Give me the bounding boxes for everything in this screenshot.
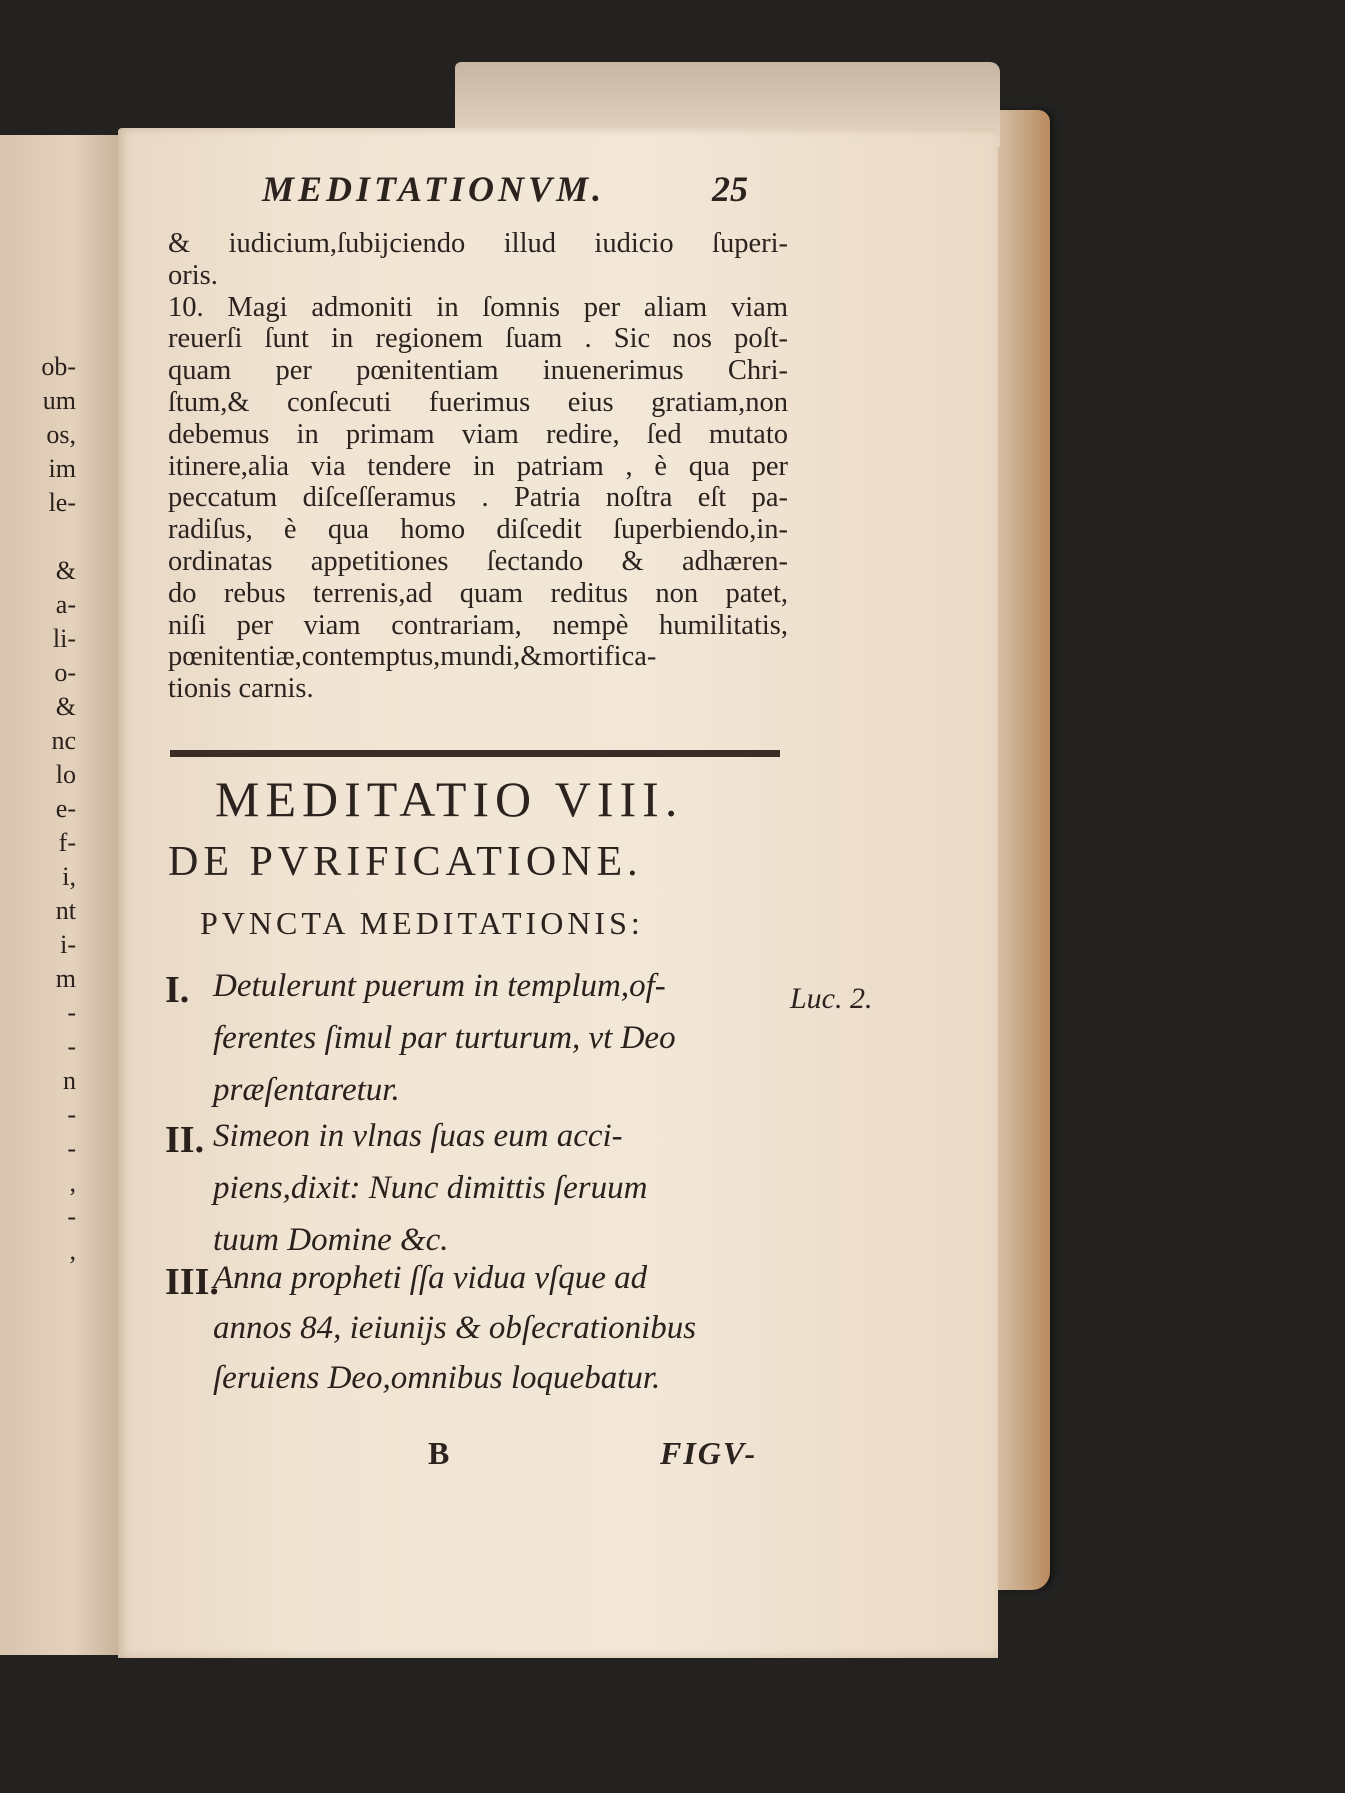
body-line: reuerſi ſunt in regionem ſuam . Sic nos poſt-	[168, 323, 788, 355]
facing-page	[0, 135, 121, 1655]
facing-page-fragment: i-	[60, 930, 76, 959]
body-line: & iudicium,ſubijciendo illud iudicio ſuperi-	[168, 228, 788, 259]
facing-page-fragment: lo	[55, 760, 76, 789]
catchword: FIGV-	[660, 1435, 758, 1471]
facing-page-fragment: le-	[48, 488, 76, 517]
point-line: Simeon in vlnas ſuas eum acci-	[213, 1118, 623, 1154]
facing-page-fragment: i,	[62, 862, 76, 891]
facing-page-fragment: li-	[52, 624, 76, 653]
point-line: ſeruiens Deo,omnibus loquebatur.	[213, 1360, 661, 1396]
body-line: do rebus terrenis,ad quam reditus non patet,	[168, 577, 788, 609]
point-number: II.	[165, 1119, 205, 1161]
facing-page-fragment: nt	[55, 896, 76, 925]
facing-page-fragment: o-	[54, 658, 76, 687]
facing-page-fragment: -	[67, 1100, 76, 1129]
body-line: ſtum,& conſecuti fuerimus eius gratiam,non	[168, 386, 788, 418]
point-number: I.	[165, 969, 190, 1011]
margin-note: Luc. 2.	[790, 982, 873, 1015]
facing-page-fragment: ,	[69, 1236, 76, 1265]
meditation-title: MEDITATIO VIII.	[215, 771, 684, 827]
meditation-subtitle: DE PVRIFICATIONE.	[168, 839, 643, 885]
point-line: ferentes ſimul par turturum, vt Deo	[213, 1020, 676, 1056]
puncta-heading: PVNCTA MEDITATIONIS:	[200, 905, 644, 941]
page-block-edge	[990, 110, 1050, 1590]
body-line: radiſus, è qua homo diſcedit ſuperbiendo,in-	[168, 514, 788, 546]
facing-page-text	[6, 350, 76, 1268]
facing-page-fragment: nc	[51, 726, 76, 755]
facing-page-fragment: &	[55, 692, 76, 721]
body-line: peccatum diſceſſeramus . Patria noſtra eſt pa-	[168, 482, 788, 514]
body-line: ordinatas appetitiones ſectando & adhæren-	[168, 545, 788, 577]
body-line: tionis carnis.	[168, 673, 314, 705]
body-line: oris.	[168, 259, 218, 291]
point-line: Anna propheti ſſa vidua vſque ad	[213, 1260, 648, 1296]
facing-page-fragment: im	[48, 454, 76, 483]
point-number: III.	[165, 1261, 219, 1303]
body-text	[168, 228, 788, 705]
facing-page-fragment: -	[67, 1134, 76, 1163]
facing-page-fragment: a-	[55, 590, 76, 619]
page-number: 25	[712, 169, 748, 209]
body-line: quam per pœnitentiam inuenerimus Chri-	[168, 355, 788, 387]
facing-page-fragment: f-	[58, 828, 76, 857]
body-line: niſi per viam contrariam, nempè humilitatis,	[168, 609, 788, 641]
body-line: pœnitentiæ,contemptus,mundi,&mortifica-	[168, 641, 657, 673]
point-line: præſentaretur.	[213, 1072, 400, 1108]
facing-page-fragment: os,	[46, 420, 76, 449]
body-line: 10. Magi admoniti in ſomnis per aliam viam	[168, 291, 788, 323]
facing-page-fragment: m	[55, 964, 76, 993]
point-line: annos 84, ieiunijs & obſecrationibus	[213, 1310, 697, 1346]
facing-page-fragment: &	[55, 556, 76, 585]
facing-page-fragment: ,	[69, 1168, 76, 1197]
facing-page-fragment: um	[42, 386, 76, 415]
section-divider	[170, 750, 780, 757]
facing-page-fragment: ob-	[41, 352, 76, 381]
body-line: itinere,alia via tendere in patriam , è qua per	[168, 450, 788, 482]
point-line: Detulerunt puerum in templum,of-	[213, 968, 666, 1004]
signature-mark: B	[428, 1435, 450, 1471]
facing-page-fragment: -	[67, 1032, 76, 1061]
facing-page-fragment: n	[63, 1066, 76, 1095]
facing-page-fragment: -	[67, 1202, 76, 1231]
point-line: piens,dixit: Nunc dimittis ſeruum	[213, 1170, 648, 1206]
facing-page-fragment	[6, 520, 76, 554]
point-line: tuum Domine &c.	[213, 1222, 449, 1258]
facing-page-fragment: -	[67, 998, 76, 1027]
facing-page-fragment: e-	[55, 794, 76, 823]
running-head: MEDITATIONVM.	[262, 169, 606, 209]
body-line: debemus in primam viam redire, ſed mutato	[168, 418, 788, 450]
